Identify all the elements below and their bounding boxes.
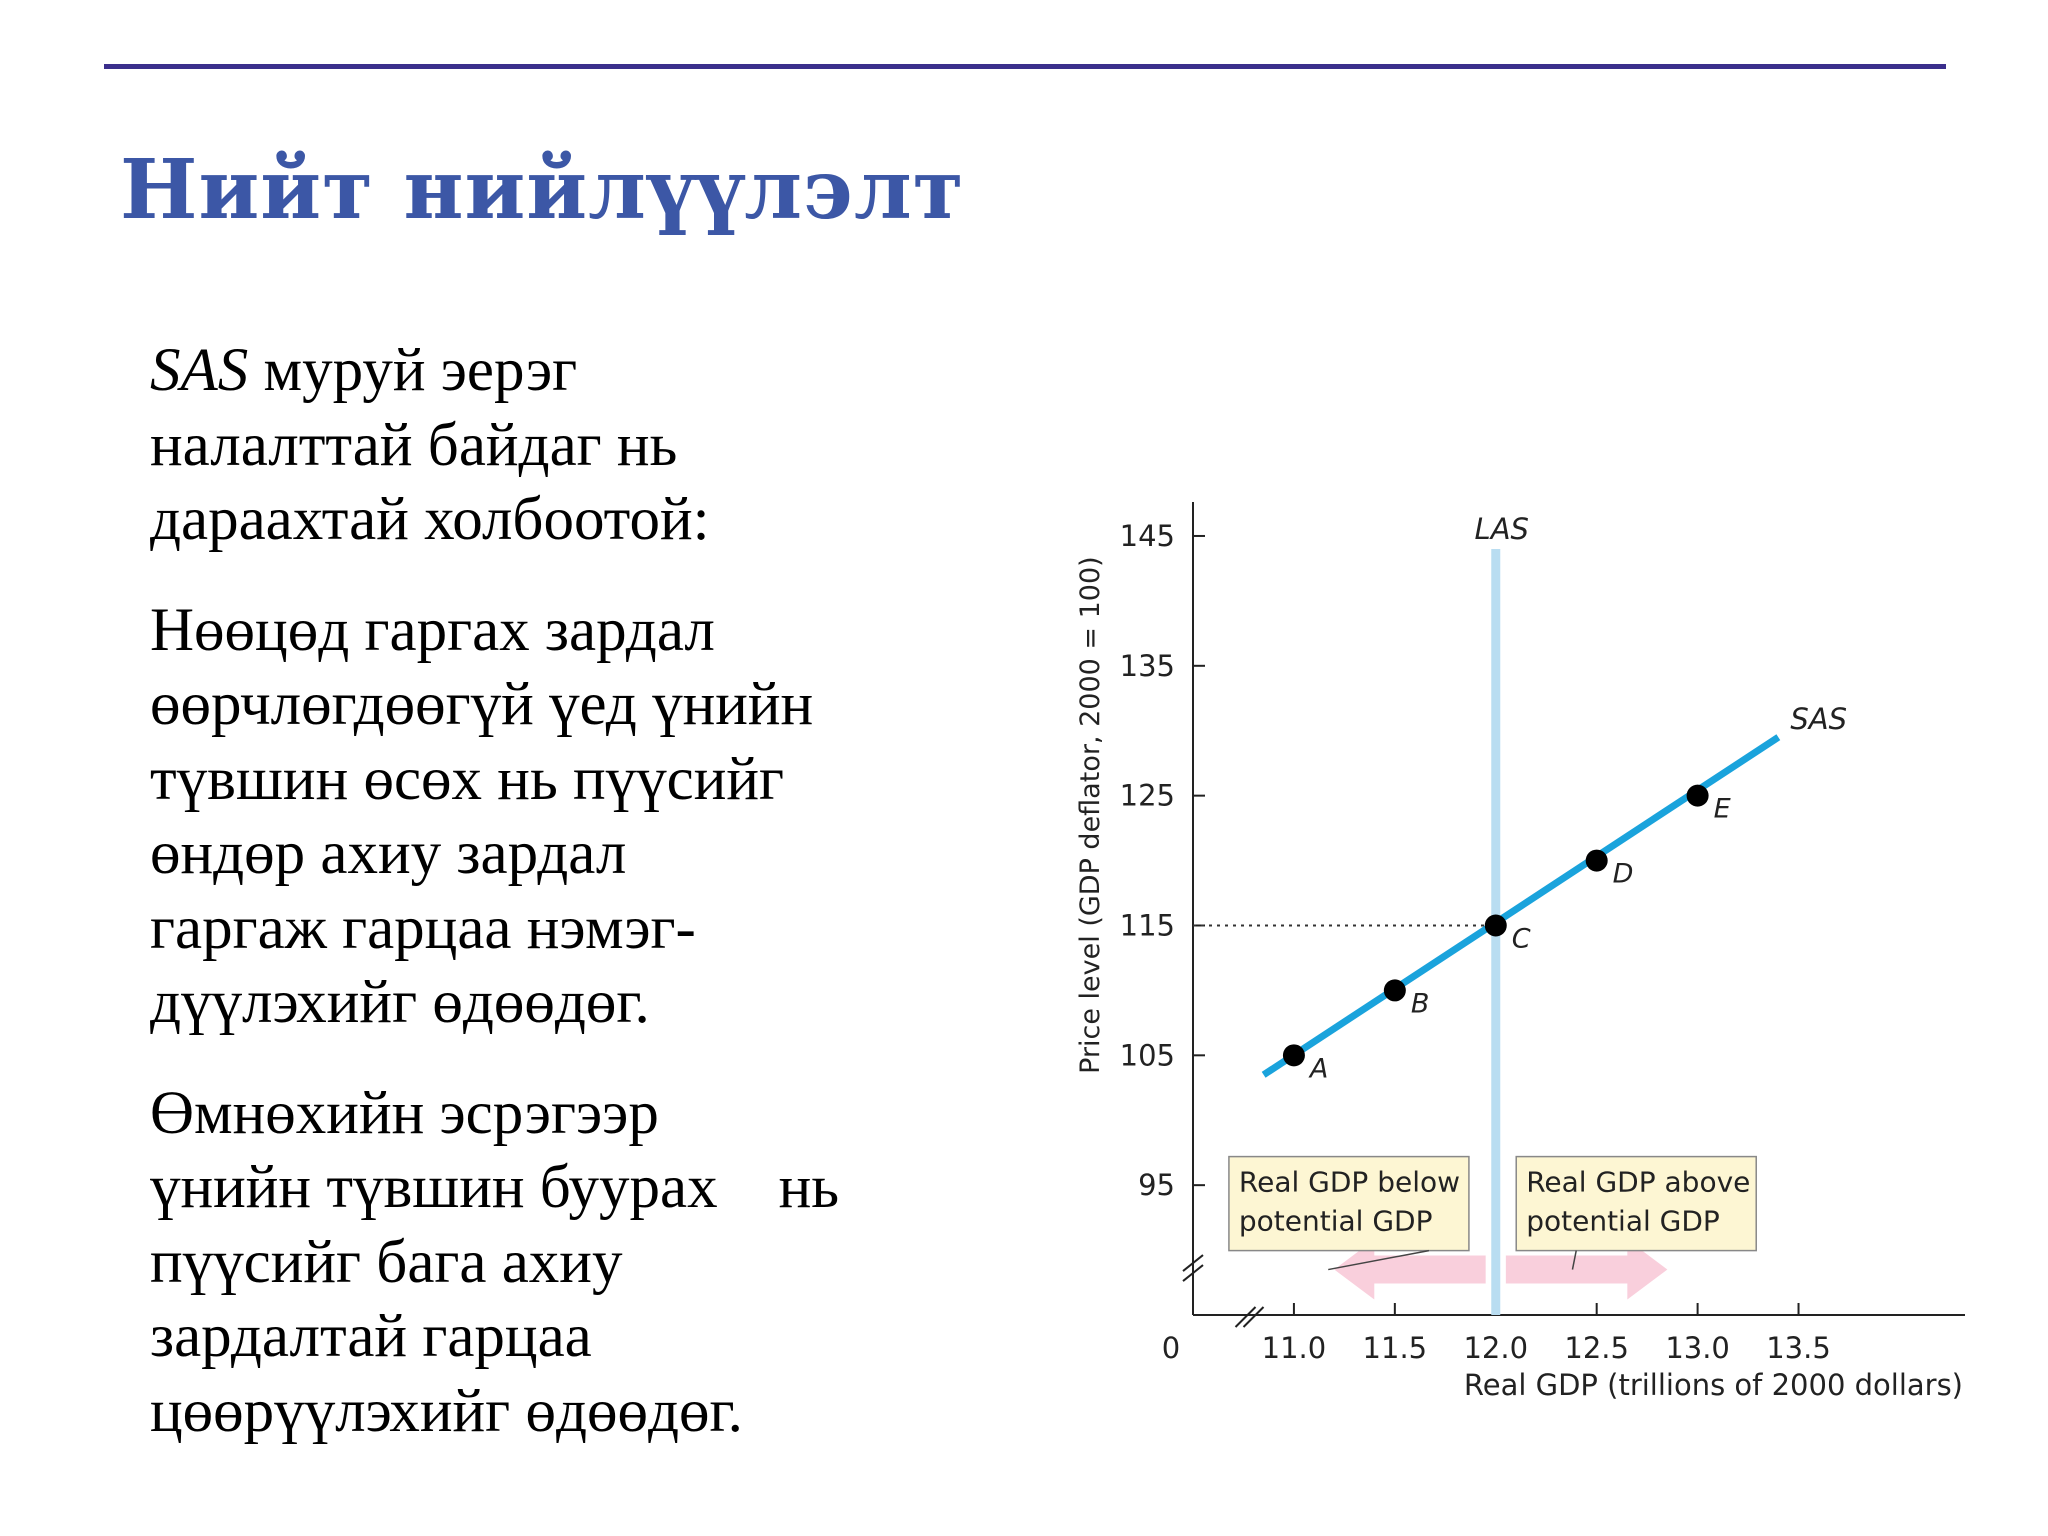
text-line: цөөрүүлэхийг өдөөдөг. — [150, 1377, 743, 1445]
top-rule — [104, 64, 1946, 69]
text-line: Өмнөхийн эсрэгээр — [150, 1079, 659, 1147]
point-d — [1586, 850, 1608, 872]
text-line: үнийн түвшин буурах нь — [150, 1154, 840, 1221]
text-line: дараахтай холбоотой: — [150, 486, 710, 553]
text-line: дүүлэхийг өдөөдөг. — [150, 969, 650, 1036]
x-tick-label: 13.0 — [1665, 1331, 1730, 1365]
y-tick-label: 105 — [1119, 1038, 1175, 1073]
x-axis-label: Real GDP (trillions of 2000 dollars) — [1463, 1368, 1963, 1402]
point-label-d: D — [1612, 858, 1634, 890]
origin-label: 0 — [1161, 1331, 1181, 1365]
text-line: Нөөцөд гаргах зардал — [150, 596, 715, 664]
y-axis-label: Price level (GDP deflator, 2000 = 100) — [1075, 556, 1106, 1074]
text-line: өөрчлөгдөөгүй үед үнийн — [150, 671, 814, 738]
y-tick-label: 145 — [1119, 518, 1175, 553]
text-line: өндөр ахиу зардал — [150, 820, 627, 887]
annotation-text: Real GDP below — [1238, 1165, 1461, 1199]
x-tick-label: 13.5 — [1766, 1331, 1831, 1365]
text-line: түвшин өсөх нь пүүсийг — [150, 745, 785, 813]
point-b — [1384, 979, 1406, 1001]
sas-chart — [1060, 490, 1990, 1420]
sas-label: SAS — [1790, 702, 1847, 737]
annotation-text: potential GDP — [1238, 1204, 1433, 1238]
y-tick-label: 135 — [1119, 648, 1175, 683]
text-line: пүүсийг бага ахиу — [150, 1228, 623, 1296]
annotation-text: potential GDP — [1526, 1204, 1720, 1238]
slide-title: Нийт нийлүүлэлт — [120, 142, 965, 238]
paragraph-1 — [150, 334, 950, 558]
body-text — [150, 334, 950, 1485]
point-c — [1485, 914, 1507, 936]
point-label-b: B — [1410, 988, 1430, 1020]
x-tick-label: 11.0 — [1261, 1331, 1327, 1365]
y-tick-label: 115 — [1119, 908, 1175, 943]
y-tick-label: 125 — [1119, 778, 1175, 813]
x-tick-label: 12.5 — [1564, 1331, 1629, 1365]
point-label-c: C — [1511, 923, 1531, 955]
text-line: муруй эерэг — [248, 337, 578, 404]
annotation-text: Real GDP above — [1526, 1165, 1751, 1199]
text-line: налалттай байдаг нь — [150, 411, 678, 479]
point-e — [1687, 785, 1709, 807]
point-label-e: E — [1713, 793, 1731, 825]
point-label-a: A — [1309, 1053, 1329, 1085]
x-tick-label: 12.0 — [1463, 1331, 1529, 1365]
point-a — [1283, 1044, 1305, 1066]
text-line: гаргаж гарцаа нэмэг- — [150, 894, 696, 962]
paragraph-2 — [150, 594, 950, 1041]
sas-term: SAS — [150, 337, 249, 404]
text-line: зардалтай гарцаа — [150, 1303, 592, 1370]
las-label: LAS — [1474, 511, 1529, 546]
y-tick-label: 95 — [1138, 1168, 1175, 1203]
x-tick-label: 11.5 — [1362, 1331, 1428, 1365]
paragraph-3 — [150, 1077, 950, 1450]
